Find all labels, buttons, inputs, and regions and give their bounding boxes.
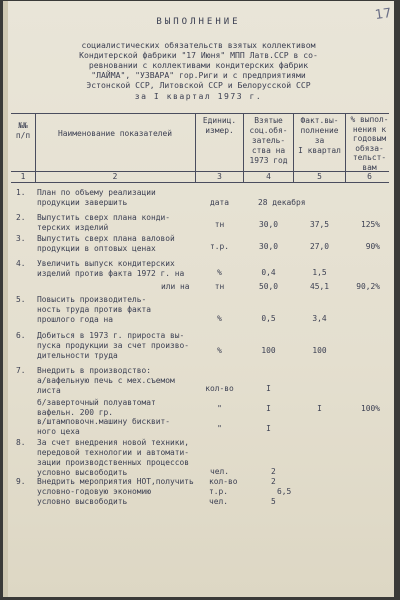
row-taken: 30,0 — [258, 242, 278, 251]
column-number: 2 — [112, 172, 118, 181]
row-name: Добиться в 1973 г. прироста вы- пуска продукции за счет произво- дительности труда — [37, 331, 190, 360]
row-taken: 100 — [261, 346, 276, 355]
row-pct: 100% — [360, 404, 380, 413]
row-taken: 2 — [271, 467, 276, 476]
row-number: 7. — [16, 366, 26, 375]
row-fact: 27,0 — [309, 242, 329, 251]
row-number: 5. — [16, 295, 26, 304]
row-name: Повысить производитель- ность труда против факта прошлого года на — [37, 295, 152, 324]
row-name: За счет внедрения новой техники, передовой технологии и автомати- зации производственных процессов условно высвободить — [37, 438, 190, 477]
row-taken: I — [266, 404, 271, 413]
row-name: или на — [161, 282, 190, 291]
column-number-rule — [11, 182, 389, 183]
column-number: 1 — [20, 172, 26, 181]
row-name: Внедрить в производство: а/вафельную печь с мех.съемом листа — [37, 366, 175, 395]
heading-line: ревновании с коллективами кондитерских фабрик — [88, 60, 309, 70]
row-taken: 0,4 — [261, 268, 276, 277]
row-unit: дата — [209, 198, 229, 207]
row-unit: % — [217, 268, 222, 277]
table-top-rule — [11, 113, 389, 114]
row-taken: 28 декабря — [258, 198, 306, 207]
row-unit: чел. — [209, 467, 229, 476]
column-number: 4 — [266, 172, 271, 181]
row-taken: 0,5 — [261, 314, 276, 323]
col-header-pct: % выпол- нения к годовым обяза- тельст- вам — [350, 115, 389, 172]
col-header-num: №№ п/п — [15, 121, 31, 140]
row-unit: % — [217, 314, 222, 323]
row-fact: 45,1 — [309, 282, 329, 291]
row-taken: I — [266, 384, 271, 393]
row-pct: 125% — [360, 220, 380, 229]
row-name: Внедрить мероприятия НОТ,получить условно-годовую экономию условно высвободить — [37, 477, 194, 506]
row-taken: I — [266, 424, 271, 433]
heading-line: Кондитерской фабрики "17 Июня" МПП Латв.ССР в со- — [79, 50, 318, 60]
heading-line: Эстонской ССР, Литовской ССР и Белорусской ССР — [86, 80, 311, 90]
row-pct: 90,2% — [356, 282, 380, 291]
row-name: Выпустить сверх плана конди- терских изделий — [37, 213, 171, 232]
row-taken: 30,0 — [258, 220, 278, 229]
row-name: б/заверточный полуавтомат вафельн. 200 гр. — [37, 398, 156, 417]
row-name: Увеличить выпуск кондитерских изделий против факта 1972 г. на — [37, 259, 185, 278]
row-fact: 1,5 — [312, 268, 327, 277]
col-header-name: Наименование показателей — [57, 129, 172, 138]
col-header-unit: Единиц. измер. — [202, 116, 237, 135]
row-taken: 50,0 — [258, 282, 278, 291]
row-name: в/штамповочн.машину бисквит- ного цеха — [37, 417, 171, 436]
heading-line: "ЛАЙМА", "УЗВАРА" гор.Риги и с предприятиями — [91, 70, 306, 80]
column-number: 6 — [367, 172, 372, 181]
row-unit: " — [217, 424, 222, 433]
row-fact: 3,4 — [312, 314, 327, 323]
row-unit: кол-во — [205, 384, 234, 393]
row-number: 4. — [16, 259, 26, 268]
row-name: План по объему реализации продукции завершить — [37, 188, 156, 207]
row-unit: кол-во т.р. чел. — [209, 477, 238, 506]
document-title: ВЫПОЛНЕНИЕ — [156, 17, 241, 27]
row-fact: 37,5 — [309, 220, 329, 229]
heading-line: социалистических обязательств взятых коллективом — [81, 40, 316, 50]
col-header-fact: Факт.вы- полнение за I квартал — [298, 116, 341, 155]
row-number: 1. — [16, 188, 26, 197]
row-taken: 2 6,5 5 — [271, 477, 292, 506]
row-unit: т.р. — [209, 242, 229, 251]
row-unit: тн — [214, 282, 225, 291]
row-name: Выпустить сверх плана валовой продукции в оптовых ценах — [37, 234, 175, 253]
row-unit: тн — [214, 220, 225, 229]
column-number: 3 — [217, 172, 222, 181]
row-fact: 100 — [312, 346, 327, 355]
row-pct: 90% — [365, 242, 380, 251]
column-number: 5 — [317, 172, 322, 181]
column-divider — [35, 113, 36, 182]
page-number-handwritten: 17 — [374, 5, 393, 24]
row-number: 8. — [16, 438, 26, 447]
row-number: 6. — [16, 331, 26, 340]
row-unit: % — [217, 346, 222, 355]
row-number: 9. — [16, 477, 26, 486]
row-fact: I — [317, 404, 322, 413]
row-number: 2. — [16, 213, 26, 222]
col-header-taken: Взятые соц.обя- затель- ства на 1973 год — [249, 116, 288, 165]
document-page — [3, 1, 394, 597]
row-number: 3. — [16, 234, 26, 243]
row-unit: " — [217, 404, 222, 413]
heading-line: за I квартал 1973 г. — [134, 91, 263, 101]
